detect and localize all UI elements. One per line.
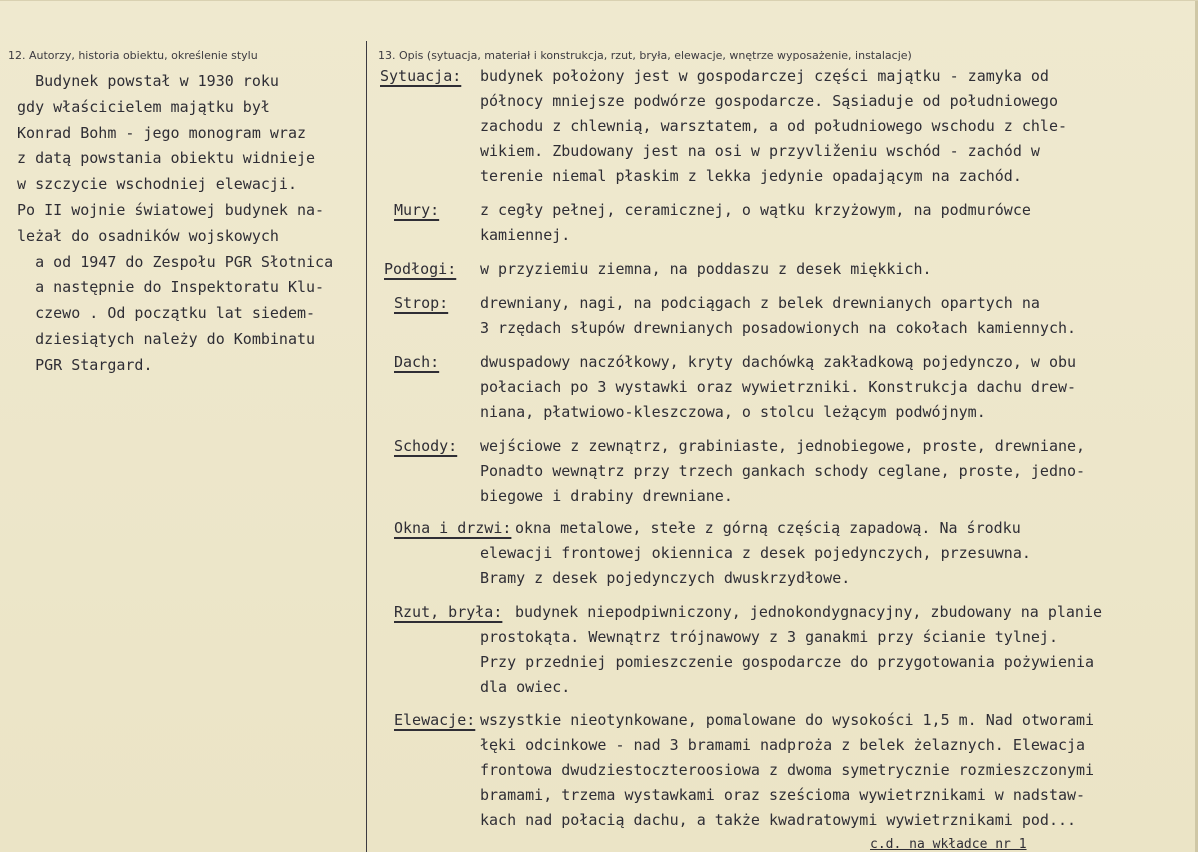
- section-label: Rzut, bryła:: [394, 603, 503, 621]
- section-line: Ponadto wewnątrz przy trzech gankach schody ceglane, proste, jedno-: [480, 462, 1086, 480]
- section-line: dwuspadowy naczółkowy, kryty dachówką zakładkową pojedynczo, w obu: [480, 353, 1077, 371]
- section-line: elewacji frontowej okiennica z desek pojedynczych, przesuwna.: [480, 544, 1031, 562]
- history-text: [8, 69, 360, 379]
- section-line: biegowe i drabiny drewniane.: [480, 487, 733, 505]
- section-line: północy mniejsze podwórze gospodarcze. Sąsiaduje od południowego: [480, 92, 1058, 110]
- section-line: łęki odcinkowe - nad 3 bramami nadproża z belek żelaznych. Elewacja: [480, 736, 1086, 754]
- section-line: drewniany, nagi, na podciągach z belek drewnianych opartych na: [480, 294, 1040, 312]
- continuation-note: c.d. na wkładce nr 1: [870, 837, 1027, 852]
- section-label: Okna i drzwi:: [394, 519, 512, 537]
- section-label: Elewacje:: [394, 711, 476, 729]
- section-line: terenie niemal płaskim z lekka jedynie opadającym na zachód.: [480, 167, 1022, 185]
- history-line: gdy właścicielem majątku był: [8, 97, 270, 116]
- section-line: kach nad połacią dachu, a także kwadratowymi wywietrznikami pod...: [480, 811, 1077, 829]
- section-line: wszystkie nieotynkowane, pomalowane do wysokości 1,5 m. Nad otworami: [480, 711, 1095, 729]
- section-line: dla owiec.: [480, 678, 571, 696]
- section-line: Przy przedniej pomieszczenie gospodarcze do przygotowania pożywienia: [480, 653, 1095, 671]
- history-line: a od 1947 do Zespołu PGR Słotnica: [8, 252, 334, 271]
- section-line: kamiennej.: [480, 226, 571, 244]
- history-line: z datą powstania obiektu widnieje: [8, 149, 316, 168]
- column-divider: [366, 41, 367, 852]
- history-line: Konrad Bohm - jego monogram wraz: [8, 123, 307, 142]
- section-line: budynek niepodpiwniczony, jednokondygnacyjny, zbudowany na planie: [515, 603, 1102, 621]
- section-label: Schody:: [394, 437, 458, 455]
- section-line: wejściowe z zewnątrz, grabiniaste, jednobiegowe, proste, drewniane,: [480, 437, 1086, 455]
- history-line: w szczycie wschodniej elewacji.: [8, 175, 297, 194]
- section-line: okna metalowe, stełe z górną częścią zapadową. Na środku: [515, 519, 1021, 537]
- history-line: Budynek powstał w 1930 roku: [8, 72, 279, 90]
- section-label: Mury:: [394, 201, 440, 219]
- section-label: Dach:: [394, 353, 440, 371]
- section-line: budynek położony jest w gospodarczej części majątku - zamyka od: [480, 67, 1049, 85]
- history-line: dziesiątych należy do Kombinatu: [8, 329, 316, 348]
- section-line: wikiem. Zbudowany jest na osi w przyvliženiu wschód - zachód w: [480, 142, 1040, 160]
- history-line: a następnie do Inspektoratu Klu-: [8, 278, 325, 297]
- section-line: prostokąta. Wewnątrz trójnawowy z 3 ganakmi przy ścianie tylnej.: [480, 628, 1058, 646]
- section-label: Podłogi:: [384, 260, 457, 278]
- section-line: zachodu z chlewnią, warsztatem, a od południowego wschodu z chle-: [480, 117, 1067, 135]
- section-label: Sytuacja:: [380, 67, 462, 85]
- section-line: w przyziemiu ziemna, na poddaszu z desek miękkich.: [480, 260, 932, 278]
- header-authors-history: 12. Autorzy, historia obiektu, określenie stylu: [8, 49, 258, 62]
- section-line: z cegły pełnej, ceramicznej, o wątku krzyżowym, na podmurówce: [480, 201, 1031, 219]
- section-line: niana, płatwiowo-kleszczowa, o stolcu leżącym podwójnym.: [480, 403, 986, 421]
- section-line: frontowa dwudziestoczteroosiowa z dwoma symetrycznie rozmieszczonymi: [480, 761, 1095, 779]
- history-line: PGR Stargard.: [8, 355, 153, 374]
- history-line: czewo . Od początku lat siedem-: [8, 304, 316, 323]
- section-label: Strop:: [394, 294, 449, 312]
- history-line: leżał do osadników wojskowych: [8, 226, 279, 245]
- header-description: 13. Opis (sytuacja, materiał i konstrukcja, rzut, bryła, elewacje, wnętrze wyposażenie, instalacje): [378, 49, 912, 62]
- history-line: Po II wojnie światowej budynek na-: [8, 200, 325, 219]
- section-line: połaciach po 3 wystawki oraz wywietrzniki. Konstrukcja dachu drew-: [480, 378, 1077, 396]
- section-line: bramami, trzema wystawkami oraz sześcioma wywietrznikami w nadstaw-: [480, 786, 1086, 804]
- section-line: 3 rzędach słupów drewnianych posadowionych na cokołach kamiennych.: [480, 319, 1077, 337]
- section-line: Bramy z desek pojedynczych dwuskrzydłowe.: [480, 569, 851, 587]
